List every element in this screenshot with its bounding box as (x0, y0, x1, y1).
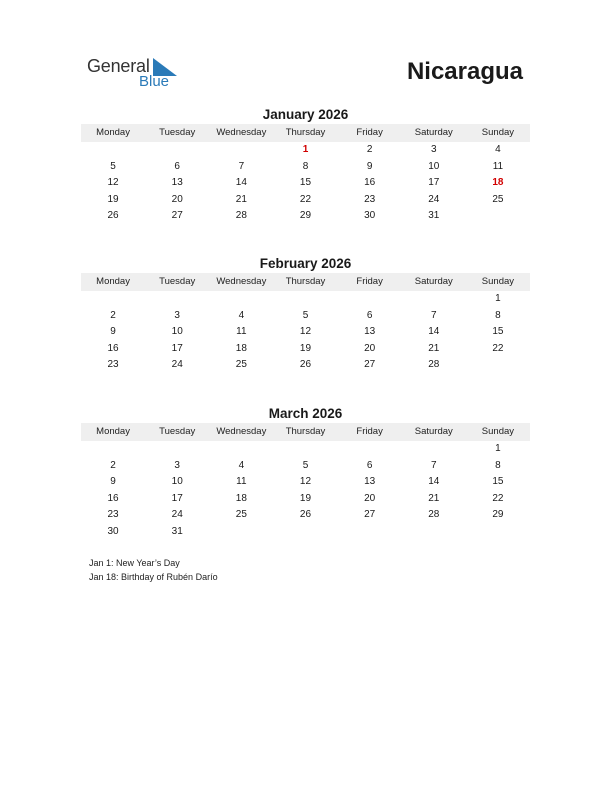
day-cell: 10 (428, 160, 440, 172)
day-cell: 26 (107, 210, 119, 222)
day-cell: 13 (364, 326, 376, 338)
day-cell: 28 (428, 359, 440, 371)
logo-text-general: General (87, 56, 150, 76)
day-cell: 25 (492, 193, 504, 205)
weekday-label: Saturday (414, 426, 453, 437)
day-cell: 7 (430, 459, 437, 471)
week-row (81, 175, 530, 192)
day-cell: 14 (428, 326, 440, 338)
weekday-label: Wednesday (216, 276, 267, 287)
holiday-notes (89, 556, 218, 584)
holiday-note: Jan 18: Birthday of Rubén Darío (89, 572, 218, 582)
day-cell: 6 (174, 160, 180, 172)
day-cell: 8 (302, 160, 309, 172)
day-cell (402, 291, 466, 308)
week-row (81, 491, 530, 508)
day-cell (273, 291, 337, 308)
weekday-label: Sunday (481, 276, 515, 287)
day-cell: 6 (366, 309, 373, 321)
weekday-label: Tuesday (159, 426, 196, 437)
day-cell (209, 524, 273, 541)
day-cell: 17 (171, 342, 183, 354)
day-cell (209, 142, 273, 159)
week-row (81, 324, 530, 341)
weekday-label: Thursday (285, 127, 326, 138)
day-cell: 28 (235, 210, 247, 222)
weekday-label: Sunday (481, 426, 515, 437)
week-row (81, 291, 530, 308)
weekday-header (81, 273, 530, 291)
week-row (81, 357, 530, 374)
weekday-label: Friday (356, 276, 383, 287)
day-cell: 18 (235, 342, 247, 354)
day-cell: 29 (299, 210, 312, 222)
day-cell: 1 (495, 443, 501, 454)
day-cell: 21 (428, 492, 440, 504)
day-cell: 4 (238, 459, 245, 471)
week-row (81, 308, 530, 325)
day-cell: 12 (299, 476, 312, 488)
week-row (81, 208, 530, 225)
day-cell: 13 (364, 476, 376, 488)
weekday-label: Monday (96, 426, 130, 437)
day-cell: 16 (107, 492, 119, 504)
day-cell: 5 (302, 309, 309, 321)
day-cell (145, 441, 209, 458)
day-cell: 31 (171, 525, 183, 537)
day-cell: 8 (495, 459, 501, 471)
day-cell (145, 142, 209, 159)
day-cell: 2 (366, 144, 373, 155)
weekday-label: Monday (96, 127, 130, 138)
weekday-label: Friday (356, 127, 383, 138)
week-row (81, 142, 530, 159)
day-cell: 20 (171, 193, 183, 205)
day-cell (402, 524, 466, 541)
day-cell: 24 (171, 359, 183, 371)
day-cell: 7 (430, 309, 437, 321)
weekday-label: Thursday (285, 426, 326, 437)
week-row (81, 159, 530, 176)
day-cell: 10 (171, 326, 183, 338)
day-cell: 9 (110, 476, 116, 488)
day-cell: 20 (364, 342, 376, 354)
day-cell: 21 (235, 193, 247, 205)
weekday-label: Friday (356, 426, 383, 437)
weekday-label: Sunday (481, 127, 515, 138)
logo-text-blue: Blue (139, 73, 170, 90)
day-cell: 13 (171, 177, 183, 189)
day-cell: 29 (492, 509, 504, 521)
day-cell: 30 (107, 525, 119, 537)
day-cell: 15 (299, 177, 312, 189)
day-cell: 10 (171, 476, 183, 488)
day-cell: 1 (495, 293, 501, 304)
week-row (81, 474, 530, 491)
day-cell: 19 (299, 492, 312, 504)
day-cell (81, 291, 145, 308)
day-cell (338, 441, 402, 458)
day-cell: 15 (492, 326, 504, 338)
weekday-label: Wednesday (216, 127, 267, 138)
day-cell: 14 (428, 476, 440, 488)
day-cell: 27 (171, 210, 183, 222)
day-cell (338, 291, 402, 308)
day-cell: 1 (302, 144, 309, 155)
day-cell: 16 (107, 342, 119, 354)
day-cell: 6 (366, 459, 373, 471)
weekday-header (81, 124, 530, 142)
weekday-header (81, 423, 530, 441)
day-cell: 18 (235, 492, 247, 504)
day-cell: 26 (299, 509, 312, 521)
day-cell: 31 (428, 210, 440, 222)
day-cell: 26 (299, 359, 312, 371)
day-cell: 24 (171, 509, 183, 521)
day-cell: 12 (107, 177, 119, 189)
day-cell: 11 (236, 476, 247, 488)
day-cell: 22 (492, 342, 504, 354)
day-cell: 23 (107, 509, 119, 521)
week-row (81, 341, 530, 358)
weekday-label: Saturday (414, 127, 453, 138)
day-cell: 24 (428, 193, 440, 205)
month-title: March 2026 (268, 406, 343, 421)
day-cell (338, 524, 402, 541)
day-cell: 9 (366, 160, 373, 172)
weekday-label: Tuesday (159, 276, 196, 287)
day-cell (145, 291, 209, 308)
day-cell: 17 (428, 177, 440, 189)
week-row (81, 192, 530, 209)
month-calendar (81, 255, 530, 374)
day-cell: 11 (492, 160, 504, 172)
day-cell: 3 (174, 459, 180, 471)
day-cell (273, 441, 337, 458)
weekday-label: Monday (96, 276, 130, 287)
day-cell: 23 (107, 359, 119, 371)
day-cell: 25 (235, 359, 247, 371)
day-cell: 4 (495, 144, 501, 155)
weekday-label: Wednesday (216, 426, 267, 437)
day-cell: 20 (364, 492, 376, 504)
day-cell: 9 (110, 326, 116, 338)
day-cell: 30 (364, 210, 376, 222)
day-cell (273, 524, 337, 541)
weekday-label: Tuesday (159, 127, 196, 138)
day-cell: 15 (492, 476, 504, 488)
day-cell (81, 142, 145, 159)
day-cell: 18 (492, 177, 504, 189)
month-title: February 2026 (259, 256, 352, 271)
day-cell: 21 (428, 342, 440, 354)
day-cell: 11 (236, 326, 247, 338)
month-title: January 2026 (262, 107, 349, 122)
day-cell: 4 (238, 309, 245, 321)
week-row (81, 458, 530, 475)
day-cell (81, 441, 145, 458)
day-cell: 12 (299, 326, 312, 338)
day-cell: 28 (428, 509, 440, 521)
day-cell: 7 (238, 160, 245, 172)
day-cell: 25 (235, 509, 247, 521)
day-cell: 22 (492, 492, 504, 504)
day-cell: 8 (495, 309, 501, 321)
day-cell: 27 (364, 509, 376, 521)
weekday-label: Thursday (285, 276, 326, 287)
day-cell: 16 (364, 177, 376, 189)
day-cell: 22 (299, 193, 312, 205)
logo (87, 56, 197, 92)
day-cell: 19 (299, 342, 312, 354)
day-cell (402, 441, 466, 458)
week-row (81, 507, 530, 524)
holiday-note: Jan 1: New Year’s Day (89, 558, 180, 568)
day-cell: 19 (107, 193, 119, 205)
day-cell: 2 (110, 309, 116, 321)
day-cell: 2 (110, 459, 116, 471)
weekday-label: Saturday (414, 276, 453, 287)
day-cell: 27 (364, 359, 376, 371)
month-calendar (81, 106, 530, 225)
week-row (81, 441, 530, 458)
day-cell: 3 (430, 144, 437, 155)
country-title: Nicaragua (406, 58, 523, 85)
day-cell: 17 (171, 492, 183, 504)
day-cell (466, 357, 530, 374)
day-cell (466, 524, 530, 541)
day-cell: 23 (364, 193, 376, 205)
day-cell: 14 (235, 177, 247, 189)
day-cell (209, 291, 273, 308)
day-cell: 5 (110, 160, 116, 172)
day-cell (209, 441, 273, 458)
month-calendar (81, 405, 530, 541)
day-cell: 5 (302, 459, 309, 471)
day-cell (466, 208, 530, 225)
week-row (81, 524, 530, 541)
day-cell: 3 (174, 309, 180, 321)
